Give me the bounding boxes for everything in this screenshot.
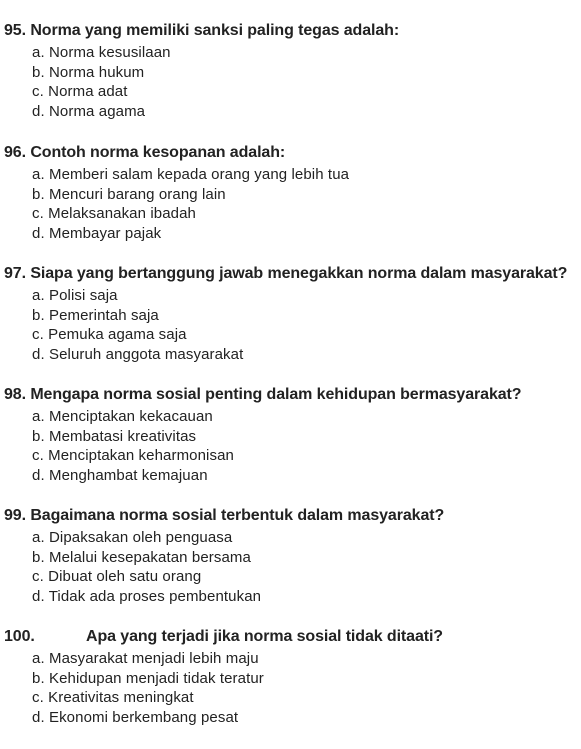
option-c: c. Norma adat: [32, 83, 128, 100]
question-title: [4, 385, 581, 405]
option-b: b. Mencuri barang orang lain: [32, 185, 226, 203]
option-list: [32, 407, 581, 485]
option-d: d. Norma agama: [32, 102, 146, 120]
question-text: Siapa yang bertanggung jawab menegakkan norma dalam masyarakat?: [30, 265, 568, 282]
option-list: [32, 43, 581, 121]
option-d: d. Tidak ada proses pembentukan: [32, 587, 262, 605]
option-d: d. Ekonomi berkembang pesat: [32, 708, 239, 726]
question-title: [4, 143, 581, 163]
question-text: Bagaimana norma sosial terbentuk dalam masyarakat?: [30, 507, 445, 524]
question-number: 95.: [4, 22, 26, 39]
question-number: 97.: [4, 265, 26, 282]
question-number: 98.: [4, 386, 26, 403]
option-a: a. Norma kesusilaan: [32, 44, 171, 61]
option-b: b. Melalui kesepakatan bersama: [32, 548, 251, 566]
option-a: a. Polisi saja: [32, 287, 118, 304]
option-d: d. Menghambat kemajuan: [32, 466, 208, 484]
option-list: [32, 649, 581, 727]
option-list: [32, 528, 581, 606]
option-a: a. Memberi salam kepada orang yang lebih tua: [32, 166, 350, 183]
option-c: c. Menciptakan keharmonisan: [32, 447, 234, 464]
option-c: c. Melaksanakan ibadah: [32, 205, 196, 222]
question-text: Norma yang memiliki sanksi paling tegas adalah:: [30, 22, 400, 39]
option-a: a. Menciptakan kekacauan: [32, 408, 213, 425]
option-c: c. Pemuka agama saja: [32, 326, 187, 343]
option-b: b. Norma hukum: [32, 63, 145, 81]
question-number: 100.: [4, 628, 35, 645]
question-number: 99.: [4, 507, 26, 524]
question-title: [4, 21, 581, 41]
question-number: 96.: [4, 144, 26, 161]
option-b: b. Pemerintah saja: [32, 306, 159, 324]
question-title: [4, 627, 581, 647]
option-d: d. Membayar pajak: [32, 224, 162, 242]
option-c: c. Dibuat oleh satu orang: [32, 568, 202, 585]
question-98: [4, 385, 581, 485]
option-list: [32, 165, 581, 243]
question-text: Contoh norma kesopanan adalah:: [30, 144, 286, 161]
question-text: Mengapa norma sosial penting dalam kehidupan bermasyarakat?: [30, 386, 522, 403]
option-a: a. Dipaksakan oleh penguasa: [32, 529, 233, 546]
option-c: c. Kreativitas meningkat: [32, 689, 194, 706]
option-a: a. Masyarakat menjadi lebih maju: [32, 650, 259, 667]
question-95: [4, 21, 581, 121]
question-title: [4, 506, 581, 526]
question-96: [4, 143, 581, 243]
option-b: b. Membatasi kreativitas: [32, 427, 197, 445]
option-b: b. Kehidupan menjadi tidak teratur: [32, 669, 264, 687]
question-text: Apa yang terjadi jika norma sosial tidak ditaati?: [86, 628, 443, 645]
option-d: d. Seluruh anggota masyarakat: [32, 345, 244, 363]
question-title: [4, 264, 581, 284]
question-97: [4, 264, 581, 364]
option-list: [32, 286, 581, 364]
question-99: [4, 506, 581, 606]
question-100: [4, 627, 581, 727]
